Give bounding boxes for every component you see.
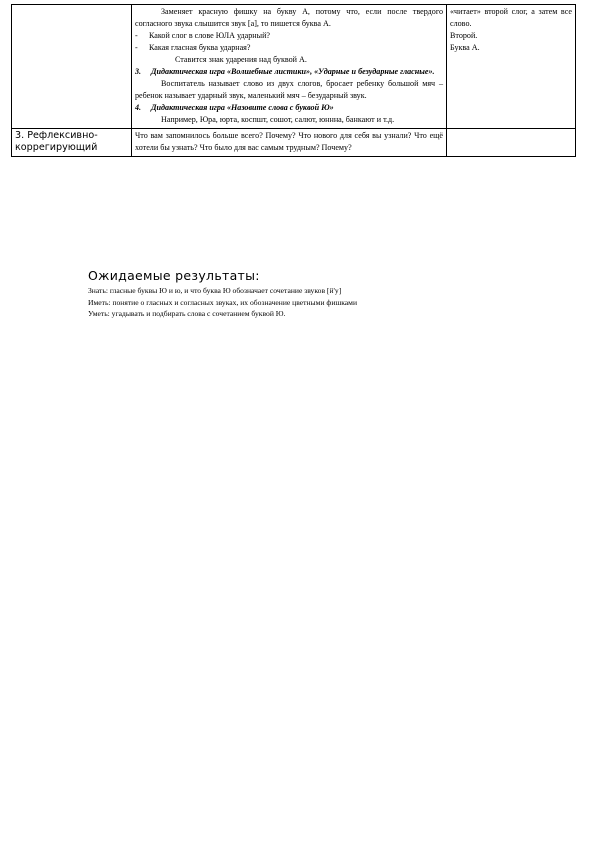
result-can: Уметь: угадывать и подбирать слова с сочетанием буквой Ю. <box>88 309 286 318</box>
reflection-questions-cell: Что вам запомнилось больше всего? Почему? Что нового для себя вы узнали? Что ещё хотели бы узнать? Что было для вас самым трудным? Почему? <box>132 129 447 157</box>
lesson-plan-table <box>11 4 576 157</box>
paragraph: Ставится знак ударения над буквой А. <box>175 55 307 64</box>
section-title: Ожидаемые результаты: <box>88 268 260 283</box>
question-text: Какой слог в слове ЮЛА ударный? <box>149 31 271 40</box>
result-know: Знать: гласные буквы Ю и ю, и что буква Ю обозначает сочетание звуков [й'у] <box>88 286 342 295</box>
empty-cell <box>447 129 576 157</box>
dash-bullet: - <box>135 43 138 52</box>
children-activity-cell <box>447 5 576 129</box>
list-item <box>135 66 443 78</box>
paragraph: «читает» второй слог, а затем все слово. <box>450 7 572 28</box>
list-item <box>135 30 443 42</box>
result-have: Иметь: понятие о гласных и согласных звуках, их обозначение цветными фишками <box>88 297 358 307</box>
question-text: Какая гласная буква ударная? <box>149 43 251 52</box>
paragraph: Например, Юра, юрта, коспшт, сошот, салют, юннна, банкают и т.д. <box>161 115 395 124</box>
list-item <box>135 42 443 54</box>
expected-results-section <box>88 268 558 320</box>
paragraph: Буква А. <box>450 43 480 52</box>
list-number: 3. <box>135 67 142 76</box>
game-heading: Дидактическая игра «Волшебные листики», «Ударные и безударные гласные». <box>151 67 435 76</box>
table-row <box>12 129 576 157</box>
paragraph: Заменяет красную фишку на букву А, потому что, если после твердого согласного звука слышится звук [а], то пишется буква А. <box>135 7 443 28</box>
stage-cell-empty <box>12 5 132 129</box>
teacher-activity-cell <box>132 5 447 129</box>
list-number: 4. <box>135 103 142 112</box>
dash-bullet: - <box>135 31 138 40</box>
game-heading: Дидактическая игра «Назовите слова с буквой Ю» <box>151 103 334 112</box>
stage-cell: 3. Рефлексивно-коррегирующий <box>12 129 132 157</box>
list-item <box>135 102 443 114</box>
paragraph: Второй. <box>450 31 478 40</box>
paragraph: Воспитатель называет слово из двух слогов, бросает ребенку большой мяч – ребенок называет ударный звук, маленький мяч – безударный звук. <box>135 79 443 100</box>
table-row <box>12 5 576 129</box>
